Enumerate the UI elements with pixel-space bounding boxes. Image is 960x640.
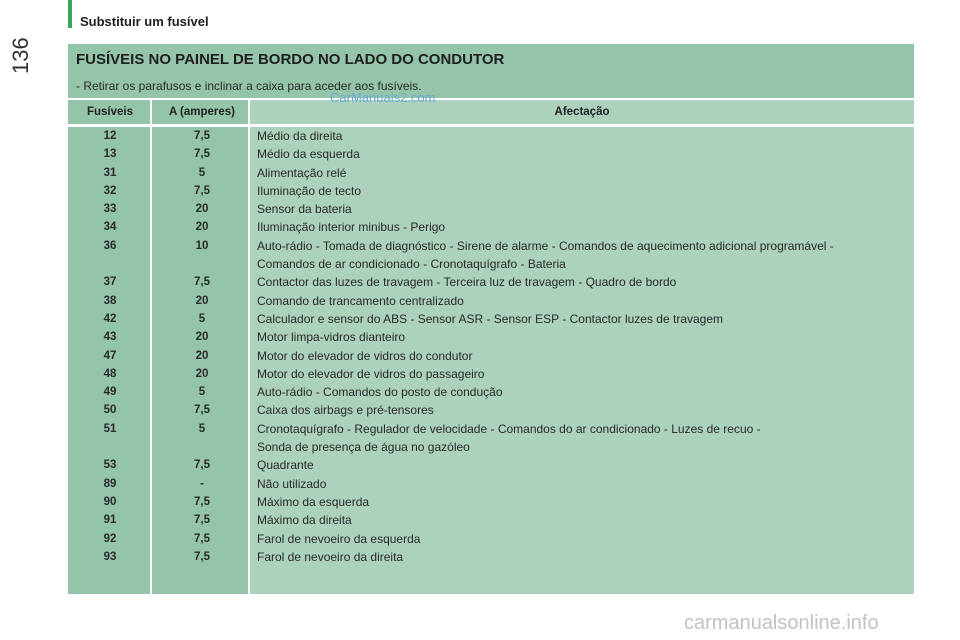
header-fuse: Fusíveis	[86, 106, 134, 118]
fuse-amps: 7,5	[194, 550, 210, 563]
allocation-line: Comando de trancamento centralizado	[257, 293, 464, 308]
fuse-amps: 7,5	[194, 514, 210, 527]
fuse-allocation	[257, 273, 909, 291]
panel-title: FUSÍVEIS NO PAINEL DE BORDO NO LADO DO CONDUTOR	[76, 51, 505, 68]
table-row	[68, 456, 914, 474]
allocation-line: Médio da direita	[257, 129, 343, 143]
fuse-number: 48	[103, 367, 117, 380]
allocation-line: Auto-rádio - Comandos do posto de condução	[257, 385, 503, 400]
table-row	[68, 310, 914, 328]
fuse-allocation	[257, 127, 909, 145]
fuse-allocation	[257, 511, 909, 529]
section-accent-bar	[68, 0, 72, 28]
fuse-amps: 20	[195, 367, 209, 380]
table-row	[68, 511, 914, 529]
table-row	[68, 401, 914, 419]
fuse-number: 13	[103, 148, 117, 161]
table-row	[68, 365, 914, 383]
allocation-line: Iluminação de tecto	[257, 183, 362, 198]
fuse-number: 53	[103, 459, 117, 472]
panel-subtitle: - Retirar os parafusos e inclinar a caixa para aceder aos fusíveis.	[76, 79, 422, 93]
fuse-allocation	[257, 182, 909, 200]
table-row	[68, 347, 914, 365]
fuse-number: 91	[103, 514, 117, 527]
fuse-allocation	[257, 292, 909, 310]
panel-header	[68, 44, 914, 98]
fuse-amps: 7,5	[194, 148, 210, 161]
fuse-number: 93	[103, 550, 117, 563]
allocation-line: Auto-rádio - Tomada de diagnóstico - Sirene de alarme - Comandos de aquecimento adicional programável -	[257, 238, 834, 253]
fuse-allocation	[257, 383, 909, 401]
fuse-number: 36	[103, 239, 117, 252]
fuse-number: 50	[103, 404, 117, 417]
fuse-number: 37	[103, 276, 117, 289]
fuse-number: 49	[103, 386, 117, 399]
allocation-line: Alimentação relé	[257, 165, 347, 180]
fuse-amps: 7,5	[194, 495, 210, 508]
fuse-number: 43	[103, 331, 117, 344]
fuse-amps: 7,5	[194, 276, 210, 289]
fuse-amps: 5	[198, 386, 206, 399]
allocation-line: Contactor das luzes de travagem - Terceira luz de travagem - Quadro de bordo	[257, 275, 677, 290]
header-allocation: Afectação	[554, 106, 610, 118]
fuse-number: 51	[103, 422, 117, 435]
allocation-line: Motor do elevador de vidros do condutor	[257, 348, 473, 363]
table-row	[68, 145, 914, 163]
allocation-line: Máximo da esquerda	[257, 494, 370, 509]
allocation-line: Máximo da direita	[257, 513, 352, 528]
fuse-number: 32	[103, 184, 117, 197]
watermark-bottom: carmanualsonline.info	[684, 612, 879, 634]
fuse-table-body	[68, 127, 914, 566]
table-row	[68, 548, 914, 566]
allocation-line: Quadrante	[257, 458, 314, 473]
table-row	[68, 383, 914, 401]
allocation-line: Farol de nevoeiro da direita	[257, 549, 404, 564]
allocation-line: Calculador e sensor do ABS - Sensor ASR - Sensor ESP - Contactor luzes de travagem	[257, 311, 724, 326]
fuse-number: 89	[103, 477, 117, 490]
fuse-amps: 20	[195, 203, 209, 216]
fuse-amps: 7,5	[194, 404, 210, 417]
fuse-number: 12	[103, 130, 117, 142]
table-row	[68, 200, 914, 218]
allocation-line: Sonda de presença de água no gazóleo	[257, 439, 470, 454]
table-row	[68, 530, 914, 548]
fuse-allocation	[257, 328, 909, 346]
fuse-amps: 7,5	[194, 130, 210, 142]
page-number: 136	[8, 37, 33, 74]
fuse-amps: 20	[195, 331, 209, 344]
fuse-number: 42	[103, 312, 117, 325]
table-row	[68, 328, 914, 346]
fuse-allocation	[257, 401, 909, 419]
table-row	[68, 237, 914, 274]
fuse-amps: 20	[195, 294, 209, 307]
fuse-amps: 7,5	[194, 532, 210, 545]
table-row	[68, 292, 914, 310]
fuse-allocation	[257, 365, 909, 383]
fuse-allocation	[257, 456, 909, 474]
fuse-amps: 7,5	[194, 459, 210, 472]
fuse-amps: 10	[195, 239, 209, 252]
table-row	[68, 493, 914, 511]
fuse-allocation	[257, 145, 909, 163]
fuse-allocation	[257, 530, 909, 548]
allocation-line: Sensor da bateria	[257, 202, 352, 217]
table-row	[68, 273, 914, 291]
fuse-amps: 5	[198, 166, 206, 179]
fuse-allocation	[257, 548, 909, 566]
allocation-line: Motor do elevador de vidros do passageiro	[257, 366, 485, 381]
fuse-allocation	[257, 237, 909, 273]
fuse-amps: 20	[195, 221, 209, 234]
fuse-amps: -	[200, 477, 204, 490]
table-row	[68, 475, 914, 493]
allocation-line: Comandos de ar condicionado - Cronotaquígrafo - Bateria	[257, 256, 566, 271]
table-row	[68, 182, 914, 200]
fuse-panel	[68, 44, 914, 594]
allocation-line: Cronotaquígrafo - Regulador de velocidade - Comandos do ar condicionado - Luzes de recuo -	[257, 421, 761, 436]
table-row	[68, 420, 914, 457]
section-title: Substituir um fusível	[80, 14, 209, 29]
fuse-allocation	[257, 310, 909, 328]
fuse-number: 92	[103, 532, 117, 545]
allocation-line: Caixa dos airbags e pré-tensores	[257, 403, 434, 418]
allocation-line: Não utilizado	[257, 476, 327, 491]
header-amps: A (amperes)	[168, 106, 236, 118]
fuse-number: 31	[103, 166, 117, 179]
fuse-number: 38	[103, 294, 117, 307]
allocation-line: Médio da esquerda	[257, 147, 360, 162]
fuse-amps: 5	[198, 312, 206, 325]
fuse-amps: 7,5	[194, 184, 210, 197]
table-row	[68, 164, 914, 182]
fuse-allocation	[257, 475, 909, 493]
allocation-line: Iluminação interior minibus - Perigo	[257, 220, 446, 235]
table-row	[68, 218, 914, 236]
fuse-allocation	[257, 347, 909, 365]
divider	[68, 98, 914, 100]
watermark-top: CarManuals2.com	[330, 90, 436, 105]
fuse-amps: 5	[198, 422, 206, 435]
fuse-allocation	[257, 218, 909, 236]
fuse-allocation	[257, 164, 909, 182]
allocation-line: Farol de nevoeiro da esquerda	[257, 531, 421, 546]
fuse-number: 90	[103, 495, 117, 508]
fuse-allocation	[257, 200, 909, 218]
fuse-allocation	[257, 420, 909, 456]
table-row	[68, 127, 914, 145]
fuse-number: 33	[103, 203, 117, 216]
fuse-number: 34	[103, 221, 117, 234]
fuse-allocation	[257, 493, 909, 511]
allocation-line: Motor limpa-vidros dianteiro	[257, 330, 406, 345]
fuse-number: 47	[103, 349, 117, 362]
fuse-amps: 20	[195, 349, 209, 362]
